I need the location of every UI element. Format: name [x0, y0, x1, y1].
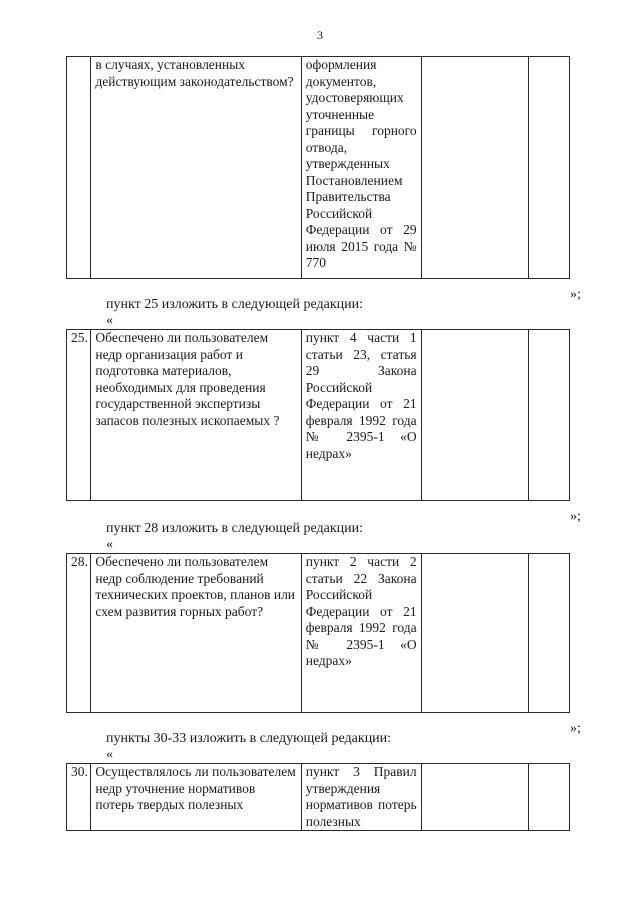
- page-number: 3: [317, 28, 323, 42]
- checklist-table-continuation: [66, 56, 570, 279]
- opening-quote: «: [106, 313, 113, 328]
- section-instruction: пункты 30-33 изложить в следующей редакции:: [106, 731, 392, 746]
- empty-note-cell: [529, 554, 570, 713]
- empty-note-cell: [529, 330, 570, 501]
- row-number-cell: [67, 57, 91, 279]
- checklist-table-item-30: [66, 763, 570, 831]
- checklist-table-item-25: [66, 329, 570, 501]
- row-number-cell: 28.: [67, 554, 91, 713]
- reference-cell: оформления документов, удостоверяющих уточненные границы горного отвода, утвержденных Постановлением Правительства Российской Федерации от 29 июля 2015 года № 770: [301, 57, 421, 279]
- section-instruction: пункт 25 изложить в следующей редакции:: [106, 297, 363, 312]
- opening-quote: «: [106, 537, 113, 552]
- row-number-cell: 30.: [67, 764, 91, 831]
- question-cell: в случаях, установленных действующим законодательством?: [91, 57, 301, 279]
- question-cell: Обеспечено ли пользователем недр организация работ и подготовка материалов, необходимых для проведения государственной экспертизы запасов полезных ископаемых ?: [91, 330, 301, 501]
- checklist-table-item-28: [66, 553, 570, 713]
- reference-cell: пункт 4 части 1 статьи 23, статья 29 Закона Российской Федерации от 21 февраля 1992 года № 2395-1 «О недрах»: [301, 330, 421, 501]
- opening-quote: «: [106, 747, 113, 762]
- closing-quote: »;: [570, 721, 581, 736]
- empty-note-cell: [529, 764, 570, 831]
- table-row: [67, 764, 570, 831]
- closing-quote: »;: [570, 509, 581, 524]
- empty-note-cell: [529, 57, 570, 279]
- section-instruction: пункт 28 изложить в следующей редакции:: [106, 521, 363, 536]
- empty-answer-cell: [421, 764, 529, 831]
- question-cell: Осуществлялось ли пользователем недр уточнение нормативов потерь твердых полезных: [91, 764, 301, 831]
- table-row: [67, 57, 570, 279]
- reference-cell: пункт 3 Правил утверждения нормативов потерь полезных: [301, 764, 421, 831]
- closing-quote: »;: [570, 287, 581, 302]
- question-cell: Обеспечено ли пользователем недр соблюдение требований технических проектов, планов или схем развития горных работ?: [91, 554, 301, 713]
- empty-answer-cell: [421, 57, 529, 279]
- empty-answer-cell: [421, 330, 529, 501]
- table-row: [67, 554, 570, 713]
- table-row: [67, 330, 570, 501]
- row-number-cell: 25.: [67, 330, 91, 501]
- reference-cell: пункт 2 части 2 статьи 22 Закона Российской Федерации от 21 февраля 1992 года № 2395-1 «О недрах»: [301, 554, 421, 713]
- empty-answer-cell: [421, 554, 529, 713]
